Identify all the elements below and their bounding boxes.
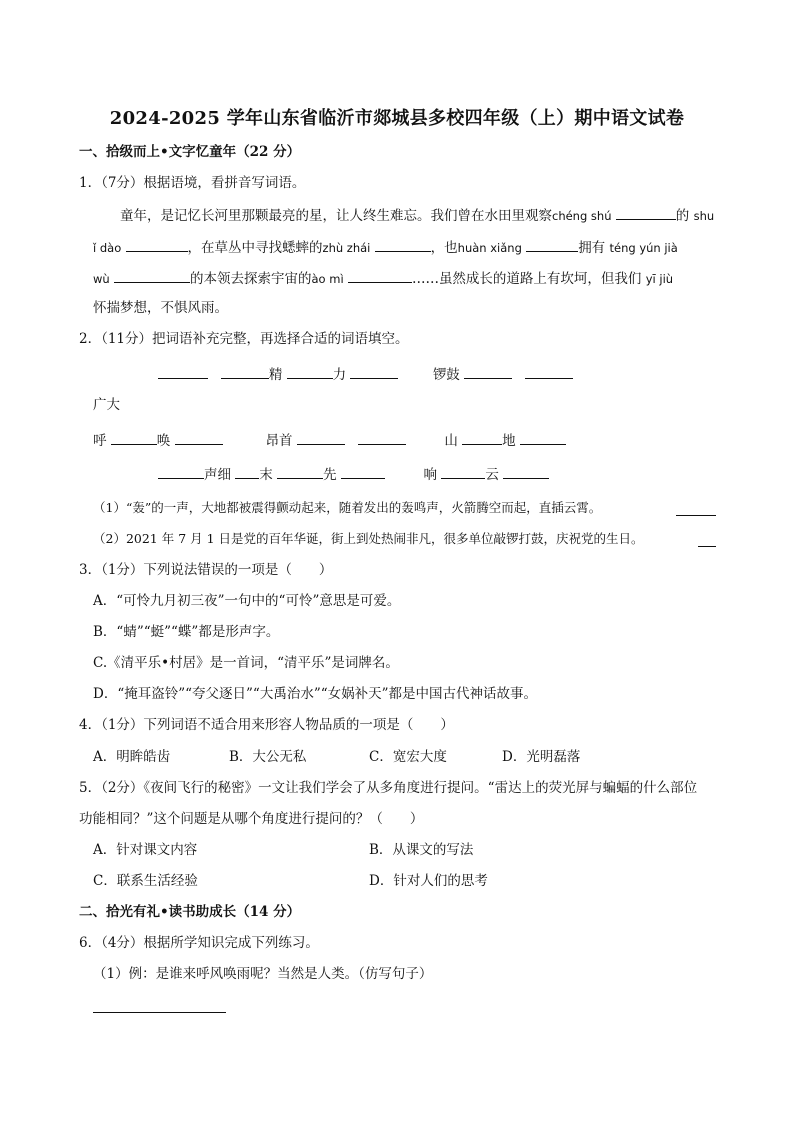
word-fragment: 末 — [259, 467, 273, 483]
passage-text: 的本领去探索宇宙的 — [190, 271, 312, 287]
question-2-stem: 2．（11分）把词语补充完整，再选择合适的词语填空。 — [79, 331, 409, 347]
question-4-stem: 4．（1分）下列词语不适合用来形容人物品质的一项是（ ） — [79, 717, 454, 733]
answer-blank[interactable] — [126, 237, 188, 252]
passage-text: 拥有 — [578, 240, 606, 256]
passage-text: 的 — [675, 208, 690, 224]
question-4-option-b[interactable]: B．大公无私 — [229, 749, 307, 765]
word-fragment: 地 — [502, 433, 516, 449]
passage-text: ，也 — [430, 240, 458, 256]
pinyin: ǐ dào — [93, 241, 122, 255]
question-4-option-d[interactable]: D．光明磊落 — [502, 749, 581, 765]
answer-blank[interactable] — [158, 364, 208, 379]
answer-blank[interactable] — [464, 364, 512, 379]
answer-blank[interactable] — [114, 268, 190, 283]
answer-blank[interactable] — [111, 430, 157, 445]
question-4-option-a[interactable]: A．明眸皓齿 — [93, 749, 171, 765]
passage-text: ……虽然成长的道路上有坎坷，但我们 — [411, 271, 642, 287]
word-fragment: 声细 — [204, 467, 231, 483]
word-fragment: 呼 — [93, 433, 107, 449]
answer-blank[interactable] — [221, 364, 269, 379]
answer-blank[interactable] — [503, 464, 549, 479]
question-1-line-2 — [93, 237, 678, 257]
answer-blank[interactable] — [235, 464, 259, 479]
question-6-stem: 6．（4分）根据所学知识完成下列练习。 — [79, 935, 319, 951]
question-1-line-3 — [93, 268, 673, 288]
word-fragment: 广大 — [93, 397, 120, 413]
question-1-line-1 — [120, 205, 714, 225]
page-title: 2024-2025 学年山东省临沂市郯城县多校四年级（上）期中语文试卷 — [109, 108, 685, 129]
question-4-option-c[interactable]: C．宽宏大度 — [369, 749, 447, 765]
pinyin: shu — [693, 209, 715, 223]
section-heading-2: 二、拾光有礼•读书助成长（14 分） — [79, 904, 301, 920]
word-fragment: 响 — [423, 467, 438, 483]
question-3-option-c[interactable]: C.《清平乐•村居》是一首词，“清平乐”是词牌名。 — [93, 655, 399, 671]
answer-blank[interactable] — [525, 364, 573, 379]
pinyin: huàn xiǎng — [457, 241, 522, 255]
answer-blank[interactable] — [348, 268, 412, 283]
pinyin: téng yún jià — [609, 241, 678, 255]
word-row-1 — [158, 364, 573, 384]
sentence-text: （2）2021 年 7 月 1 日是党的百年华诞，街上到处热闹非凡，很多单位敲锣打鼓，庆祝党的生日。 — [93, 531, 644, 546]
question-1-stem: 1．（7分）根据语境，看拼音写词语。 — [79, 175, 306, 191]
question-5-option-d[interactable]: D．针对人们的思考 — [369, 873, 488, 889]
pinyin: chéng shú — [552, 209, 612, 223]
answer-blank[interactable] — [698, 532, 716, 547]
answer-blank[interactable] — [287, 364, 333, 379]
pinyin: zhù zhái — [322, 241, 371, 255]
word-fragment: 唤 — [156, 433, 171, 449]
section-heading-1: 一、拾级而上•文字忆童年（22 分） — [79, 144, 301, 160]
answer-blank[interactable] — [462, 430, 502, 445]
answer-blank[interactable] — [341, 464, 385, 479]
question-2-sentence-2 — [93, 530, 644, 548]
pinyin: ào mì — [311, 272, 344, 286]
word-fragment: 昂首 — [265, 433, 293, 449]
word-fragment: 精 — [268, 367, 283, 383]
word-fragment: 先 — [323, 467, 337, 483]
question-5-option-c[interactable]: C．联系生活经验 — [93, 873, 198, 889]
question-3-option-a[interactable]: A．“可怜九月初三夜”一句中的“可怜”意思是可爱。 — [93, 593, 401, 609]
question-2-sentence-1 — [93, 499, 601, 517]
word-fragment: 锣鼓 — [432, 367, 460, 383]
answer-blank[interactable] — [358, 430, 406, 445]
pinyin: wù — [93, 272, 110, 286]
answer-blank[interactable] — [158, 464, 204, 479]
question-5-option-b[interactable]: B．从课文的写法 — [369, 842, 474, 858]
question-5-option-a[interactable]: A．针对课文内容 — [93, 842, 198, 858]
question-5-stem-line-1: 5．（2分）《夜间飞行的秘密》一文让我们学会了从多角度进行提问。“雷达上的荧光屏与蝙蝠的什么部位 — [79, 780, 698, 796]
word-fragment: 山 — [444, 433, 458, 449]
answer-line[interactable] — [93, 1012, 226, 1013]
answer-blank[interactable] — [350, 364, 398, 379]
question-5-stem-line-2: 功能相同？”这个问题是从哪个角度进行提问的？（ ） — [79, 811, 424, 827]
question-1-line-4: 怀揣梦想，不惧风雨。 — [93, 300, 228, 316]
question-6-sub-1: （1）例：是谁来呼风唤雨呢？当然是人类。（仿写句子） — [93, 966, 433, 982]
word-row-3 — [158, 464, 549, 484]
word-row-2 — [93, 430, 566, 450]
question-3-option-b[interactable]: B．“蜻”“蜓”“蝶”都是形声字。 — [93, 624, 280, 640]
question-3-option-d[interactable]: D．“掩耳盗铃”“夸父逐日”“大禹治水”“女娲补天”都是中国古代神话故事。 — [93, 686, 538, 702]
passage-text: 童年，是记忆长河里那颗最亮的星，让人终生难忘。我们曾在水田里观察 — [120, 208, 552, 224]
answer-blank[interactable] — [375, 237, 431, 252]
passage-text: ，在草丛中寻找蟋蟀的 — [187, 240, 323, 256]
answer-blank[interactable] — [297, 430, 345, 445]
answer-blank[interactable] — [526, 237, 578, 252]
answer-blank[interactable] — [616, 205, 676, 220]
sentence-text: （1）“轰”的一声，大地都被震得颤动起来，随着发出的轰鸣声，火箭腾空而起，直插云霄。 — [93, 500, 602, 515]
answer-blank[interactable] — [441, 464, 485, 479]
question-3-stem: 3．（1分）下列说法错误的一项是（ ） — [79, 562, 333, 578]
answer-blank[interactable] — [520, 430, 566, 445]
answer-blank[interactable] — [175, 430, 223, 445]
word-fragment: 云 — [485, 467, 499, 483]
word-fragment: 力 — [332, 367, 347, 383]
answer-blank[interactable] — [676, 501, 716, 516]
pinyin: yī jiù — [645, 272, 674, 286]
answer-blank[interactable] — [277, 464, 323, 479]
